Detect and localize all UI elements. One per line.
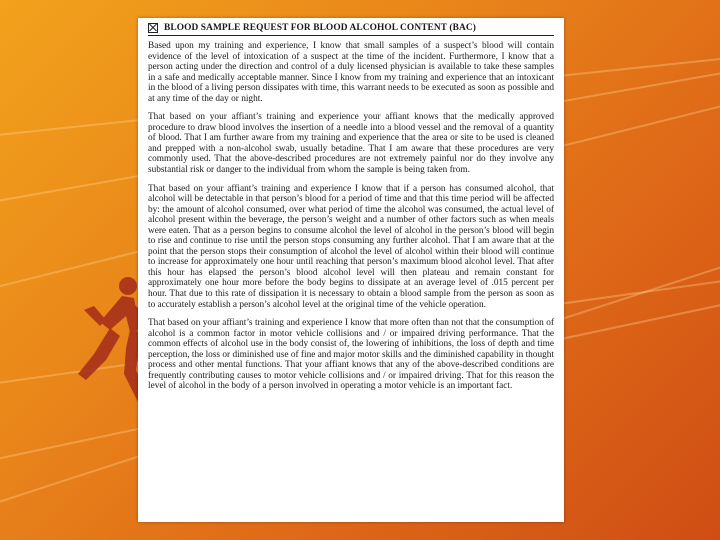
checkbox-x-icon: [148, 23, 158, 33]
paragraph-training-experience: Based upon my training and experience, I know that small samples of a suspect’s blood will contain evidence of the level of intoxication of a suspect at the time of the incident. Furthermore, I know that a person acting under the direction and control of a duly licensed physician is available to take these samples in a safe and medically acceptable manner. Since I know from my training and experience that an intoxicant in the blood of a living person dissipates with time, this warrant needs to be executed as soon as possible and at any time of the day or night.: [148, 41, 554, 104]
paragraph-impaired-driving: That based on your affiant’s training and experience I know that more often than not that the consumption of alcohol is a common factor in motor vehicle collisions and / or impaired driving performance. That the common effects of alcohol use in the body consist of, the lowering of inhibitions, the loss of depth and time perception, the loss or diminished use of fine and major motor skills and the diminished capability in thought process and other mental functions. That your affiant knows that any of the above-described conditions are frequently contributing causes to motor vehicle collisions and / or impaired driving. That for this reason the level of alcohol in the body of a person involved in operating a motor vehicle is an important fact.: [148, 318, 554, 392]
document-title: BLOOD SAMPLE REQUEST FOR BLOOD ALCOHOL CONTENT (BAC): [164, 23, 476, 33]
paragraph-blood-draw-procedure: That based on your affiant’s training and experience your affiant knows that the medically approved procedure to draw blood involves the insertion of a needle into a blood vessel and the removal of a quantity of blood. That I am further aware from my training and experience that the area or site to be used is cleaned and prepped with a non-alcohol swab, usually betadine. That I am aware that these procedures are very commonly used. That the above-described procedures are not extremely painful nor do they involve any substantial risk or danger to the individual from whom the sample is being taken from.: [148, 112, 554, 176]
paragraph-alcohol-absorption: That based on your affiant’s training and experience I know that if a person has consumed alcohol, that alcohol will be detectable in that person’s blood for a period of time and that this time period will be affected by: the amount of alcohol consumed, over what period of time the alcohol was consumed, the actual level of alcohol present within the beverage, the person’s weight and a number of other factors such as when meals were eaten. That as a person begins to consume alcohol the level of alcohol in the person’s blood will begin to rise and continue to rise until the person stops consuming any further alcohol. That I am aware that at the point that the person stops their consumption of alcohol the level of alcohol within their blood will continue to increase for approximately one hour until reaching that person’s maximum blood alcohol level. That after this hour has elapsed the person’s blood alcohol level will then plateau and remain constant for approximately one hour more before the body begins to dissipate at an average level of .015 percent per hour. That due to this rate of dissipation it is necessary to obtain a blood sample from the person as soon as to accurately establish a person’s alcohol level at the original time of the vehicle operation.: [148, 183, 554, 310]
warrant-document-page: [138, 18, 564, 522]
document-title-row: [148, 22, 554, 36]
